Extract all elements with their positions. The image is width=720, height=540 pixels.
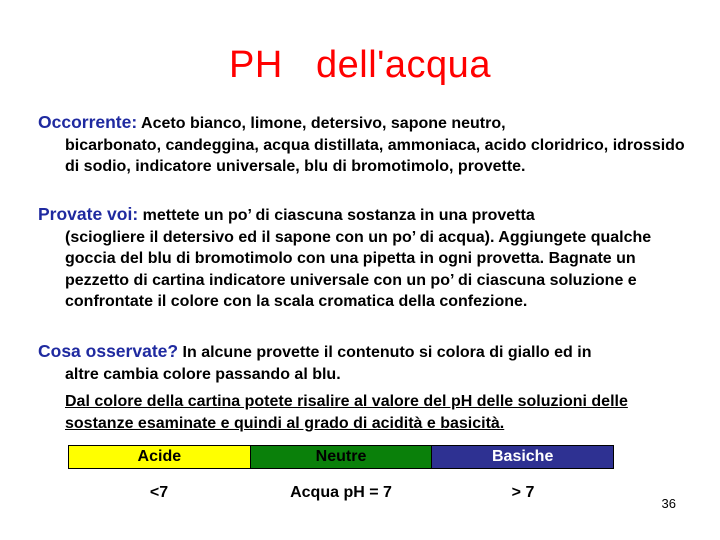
section-occorrente [38, 112, 698, 178]
section-heading: Provate voi: [38, 204, 139, 224]
ph-values [68, 484, 614, 502]
scale-basic: Basiche [431, 446, 613, 468]
section-body: altre cambia colore passando al blu. [65, 365, 341, 383]
section-heading: Occorrente: [38, 112, 138, 132]
slide-title: PH dell'acqua [229, 44, 491, 86]
scale-acid: Acide [69, 446, 250, 468]
section-body: bicarbonato, candeggina, acqua distillata, ammoniaca, acido cloridrico, idrossido di sodio, indicatore universale, blu di bromotimolo, provette. [65, 136, 685, 175]
section-heading: Cosa osservate? [38, 341, 179, 361]
section-lead: mettete un po’ di ciascuna sostanza in una provetta [138, 207, 535, 224]
value-basic: > 7 [511, 484, 535, 501]
section-lead: Aceto bianco, limone, detersivo, sapone neutro, [137, 115, 506, 132]
section-first-line [38, 341, 698, 364]
slide-number: 36 [661, 496, 676, 511]
section-body: (sciogliere il detersivo ed il sapone con un po’ di acqua). Aggiungete qualche goccia del blu di bromotimolo con una pipetta in ogni provetta. Bagnate un pezzetto di cartina indicatore universale con un po’ di ciascuna soluzione e confrontate il colore con la scala cromatica della confezione. [65, 228, 652, 310]
section-cosa-osservate [38, 341, 698, 385]
value-acid: <7 [149, 484, 169, 501]
value-neutral: Acqua pH = 7 [290, 484, 392, 501]
section-first-line [38, 112, 698, 135]
ph-note: Dal colore della cartina potete risalire al valore del pH delle soluzioni delle sostanze esaminate e quindi al grado di acidità e basicità. [65, 393, 628, 432]
section-provate-voi [38, 204, 698, 313]
ph-color-scale [68, 445, 614, 469]
section-first-line [38, 204, 698, 227]
section-lead: In alcune provette il contenuto si colora di giallo ed in [178, 344, 592, 361]
scale-neutral: Neutre [250, 446, 432, 468]
